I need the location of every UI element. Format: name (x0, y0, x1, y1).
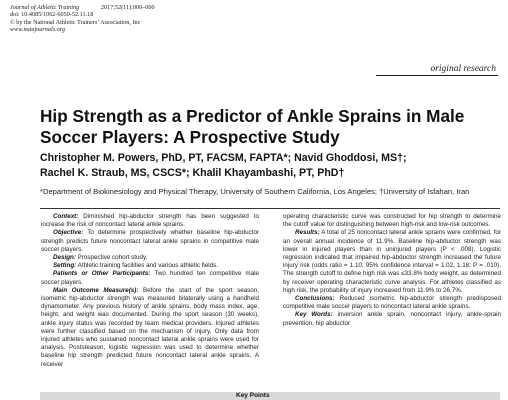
measures-continued: operating characteristic curve was constructed for hip strength to determine the cutoff value for distinguishing between high-risk and low-risk outcomes. (283, 213, 501, 229)
results-text: A total of 25 noncontact lateral ankle sprains were confirmed, for an overall annual incidence of 11.9%. Baseline hip-abductor strength was lower in injured players than in uninjured players (P < .008). Logistic regression indicated that impaired hip-abductor strength increased the future injury risk (odds ratio = 1.10; 95% confidence interval = 1.02, 1.18; P = .010). The strength cutoff to define high risk was ≤33.8% body weight, as determined by receiver operating characteristic curve analysis. For athletes classified as high risk, the probability of injury increased from 11.9% to 26.7%. (283, 229, 501, 294)
objective-text: To determine prospectively whether baseline hip-abductor strength predicts future noncontact lateral ankle sprains in competitive male soccer players. (41, 229, 259, 253)
keywords-label: Key Words: (295, 311, 333, 319)
results-paragraph (283, 229, 501, 295)
objective-paragraph (41, 229, 259, 254)
patients-paragraph (41, 270, 259, 286)
conclusions-label: Conclusions: (295, 295, 335, 303)
affiliations: *Department of Biokinesiology and Physical Therapy, University of Southern California, Los Angeles; †University of Isfahan, Iran (40, 187, 470, 196)
measures-paragraph (41, 287, 259, 369)
doi: doi: 10.4085/1062-6050-52.11.18 (10, 11, 94, 19)
key-points-heading: Key Points (236, 392, 270, 399)
patients-text: Two hundred ten competitive male soccer players. (41, 270, 259, 286)
setting-label: Setting: (53, 262, 77, 270)
context-paragraph (41, 213, 259, 229)
section-label: original research (430, 64, 496, 74)
setting-text: Athletic training facilities and various athletic fields. (77, 262, 219, 270)
abstract-left-column (41, 213, 259, 393)
design-text: Prospective cohort study. (77, 254, 148, 262)
design-label: Design: (53, 254, 76, 262)
divider (40, 208, 500, 209)
key-points-bar (40, 392, 500, 400)
measures-text: Before the start of the sport season, isometric hip-abductor strength was measured bilaterally using a handheld dynamometer. Any previous history of ankle sprains, body mass index, age, height, and weight was documented. During the sport season (30 weeks), ankle injury status was recorded by team medical providers. Injured athletes were further classified based on the mechanism of injury. Only data from injured athletes who sustained noncontact lateral ankle sprains were used for analysis. Poststeason, logistic regression was used to determine whether baseline hip strength predicted future noncontact lateral ankle sprains. A receiver (41, 286, 259, 368)
conclusions-text: Reduced isometric hip-abductor strength predisposed competitive male soccer players to noncontact lateral ankle sprains. (283, 295, 501, 311)
results-label: Results: (295, 229, 320, 237)
conclusions-paragraph (283, 295, 501, 311)
journal-citation-line (10, 4, 155, 11)
context-text: Diminished hip-abductor strength has been suggested to increase the risk of noncontact lateral ankle sprains. (41, 213, 259, 229)
measures-label: Main Outcome Measure(s): (53, 286, 139, 294)
author-list (40, 151, 500, 180)
patients-label: Patients or Other Participants: (53, 270, 151, 278)
copyright: © by the National Athletic Trainers’ Association, Inc (10, 18, 141, 26)
keywords-paragraph (283, 311, 501, 327)
article-title: Hip Strength as a Predictor of Ankle Sprains in Male Soccer Players: A Prospective Study (40, 106, 465, 147)
setting-paragraph (41, 262, 259, 270)
journal-meta (10, 4, 155, 34)
section-tag (376, 62, 498, 76)
context-label: Context: (53, 213, 79, 220)
website-link[interactable]: www.natajournals.org (10, 26, 66, 34)
keywords-text: inversion ankle sprain, noncontact injury, ankle-sprain prevention, hip abductor (283, 311, 501, 327)
journal-name: Journal of Athletic Training (10, 4, 80, 11)
authors-line-2: Rachel K. Straub, MS, CSCS*; Khalil Khayambashi, PT, PhD† (40, 166, 345, 179)
abstract-right-column (283, 213, 501, 393)
design-paragraph (41, 254, 259, 262)
citation: 2017;52(11):000–000 (100, 4, 155, 11)
authors-line-1: Christopher M. Powers, PhD, PT, FACSM, FAPTA*; Navid Ghoddosi, MS†; (40, 152, 407, 164)
objective-label: Objective: (53, 229, 84, 237)
